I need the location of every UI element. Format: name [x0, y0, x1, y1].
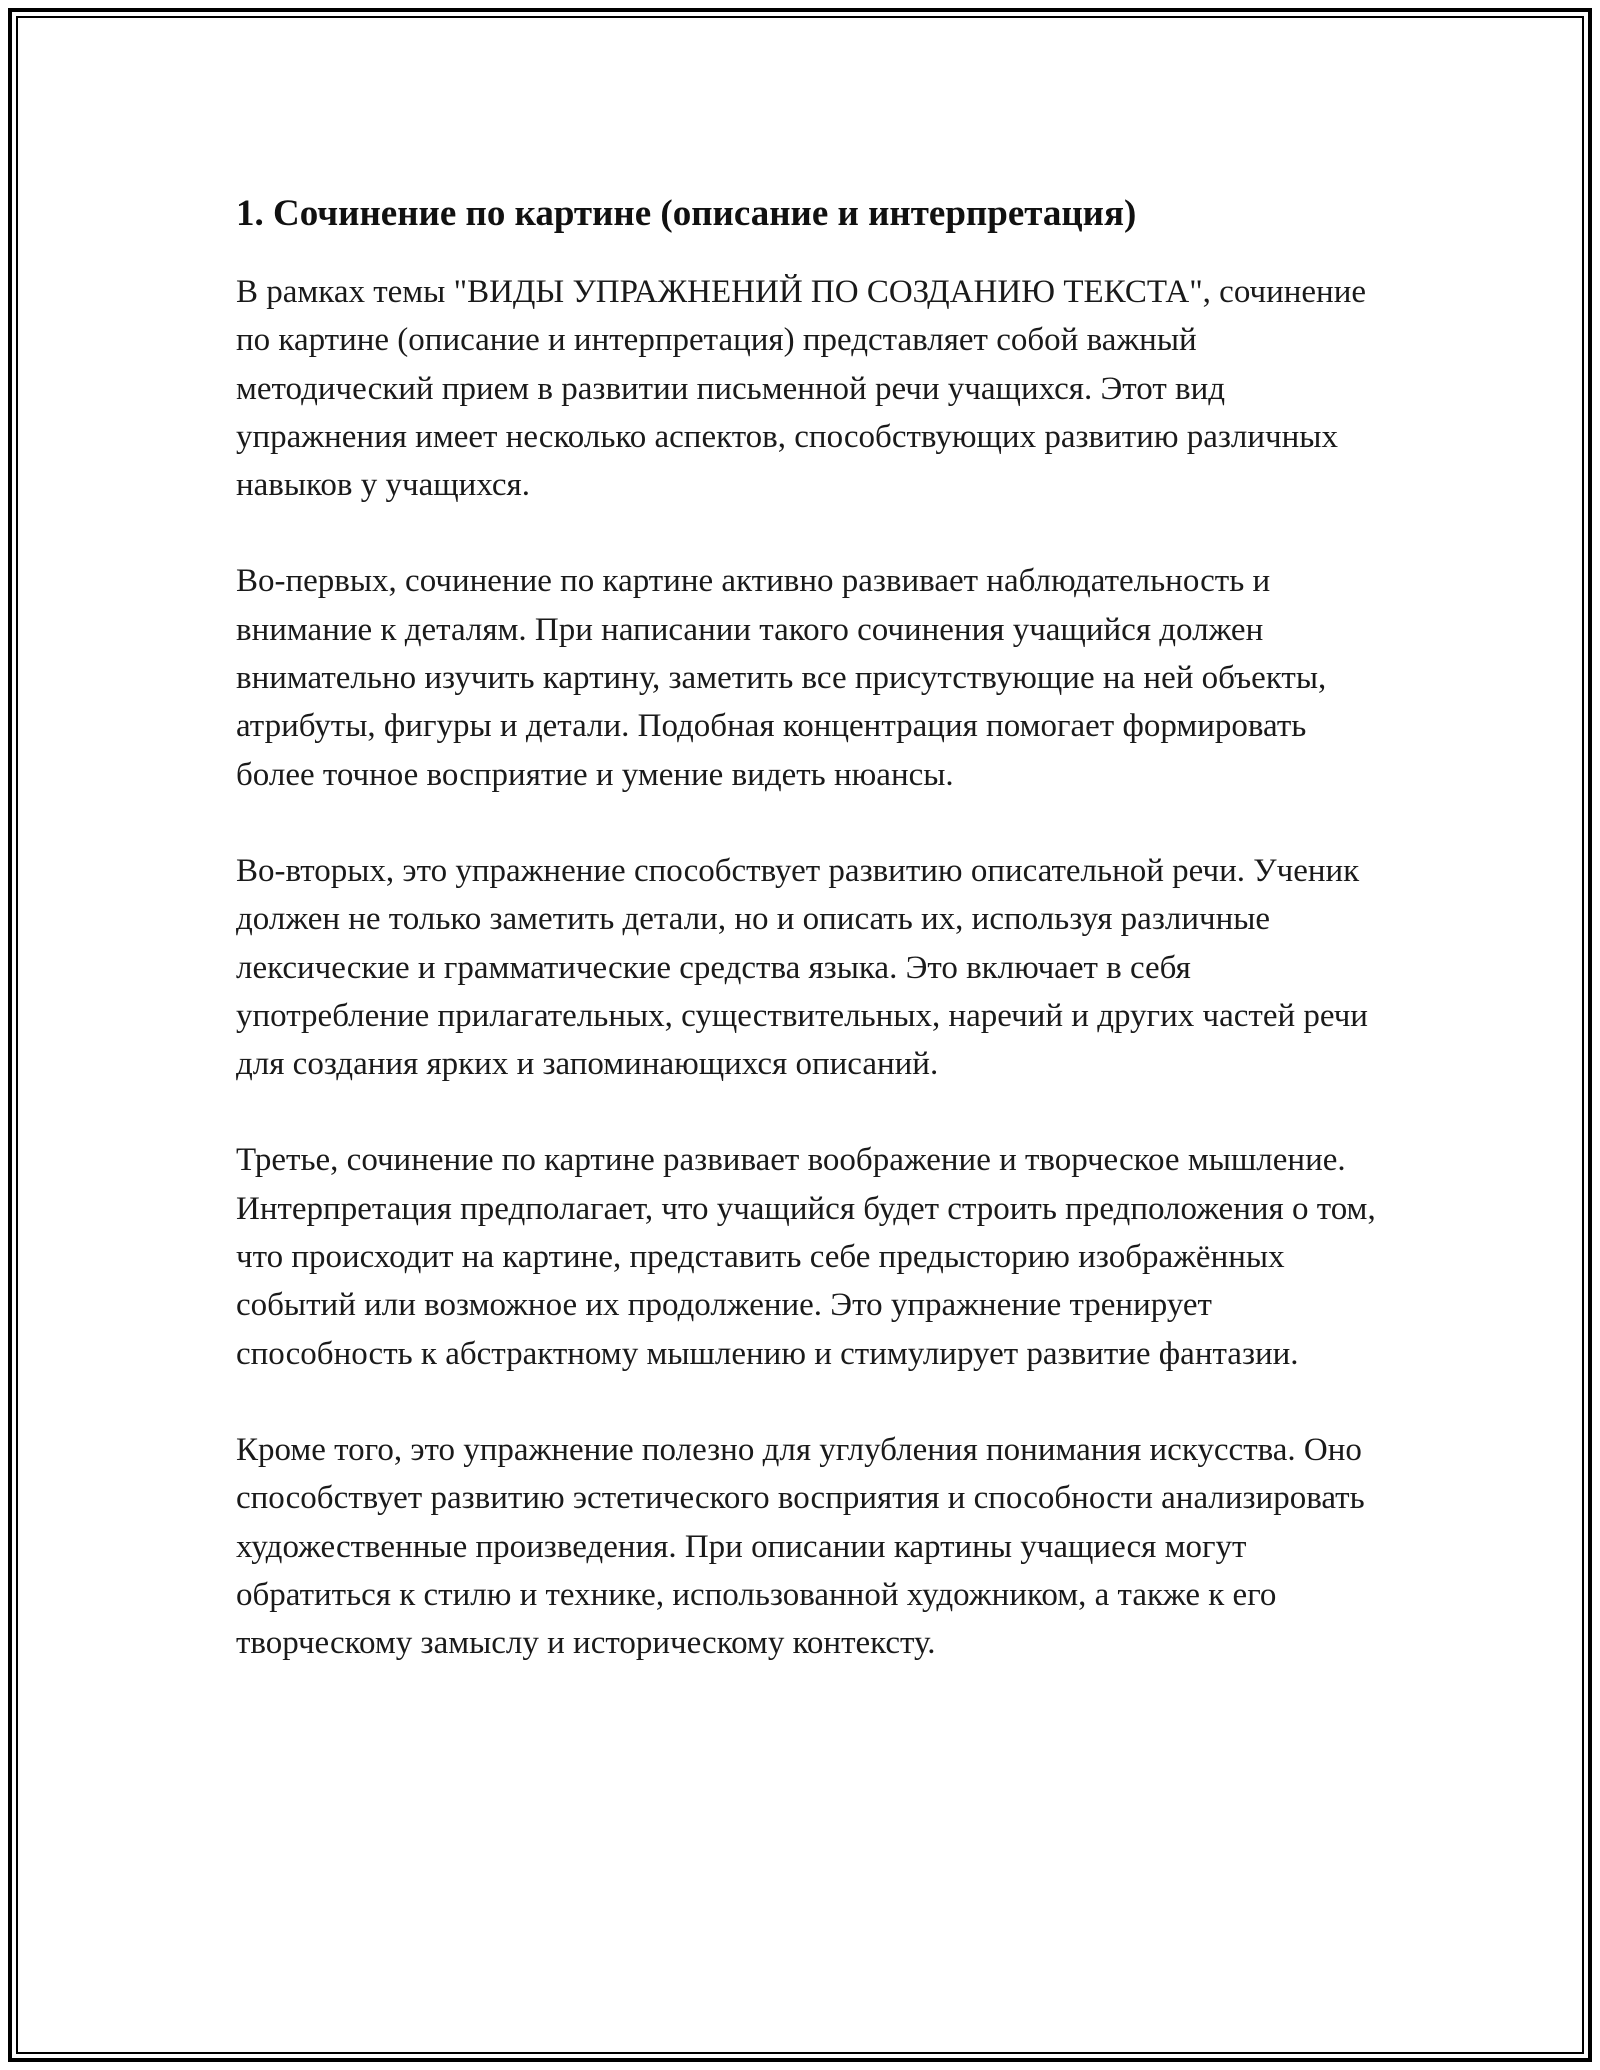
paragraph-descriptive-speech: Во-вторых, это упражнение способствует развитию описательной речи. Ученик должен не только заметить детали, но и описать их, используя различные лексические и грамматические средства языка. Это включает в себя употребление прилагательных, существительных, наречий и других частей речи для создания ярких и запоминающихся описаний.: [236, 852, 1368, 1083]
paragraph-art-understanding: Кроме того, это упражнение полезно для углубления понимания искусства. Оно способствует развитию эстетического восприятия и способности анализировать художественные произведения. При описании картины учащиеся могут обратиться к стилю и технике, использованной художником, а также к его творческому замыслу и историческому контексту.: [236, 1431, 1365, 1662]
section-heading: 1. Сочинение по картине (описание и интерпретация): [236, 193, 1137, 234]
paragraph-observation: Во-первых, сочинение по картине активно развивает наблюдательность и внимание к деталям. При написании такого сочинения учащийся должен внимательно изучить картину, заметить все присутствующие на ней объекты, атрибуты, фигуры и детали. Подобная концентрация помогает формировать более точное восприятие и умение видеть нюансы.: [236, 563, 1327, 793]
document-body: [236, 186, 1386, 1667]
paragraph-intro: В рамках темы "ВИДЫ УПРАЖНЕНИЙ ПО СОЗДАНИЮ ТЕКСТА", сочинение по картине (описание и интерпретация) представляет собой важный методический прием в развитии письменной речи учащихся. Этот вид упражнения имеет несколько аспектов, способствующих развитию различных навыков у учащихся.: [236, 274, 1367, 504]
paragraph-imagination: Третье, сочинение по картине развивает воображение и творческое мышление. Интерпретация предполагает, что учащийся будет строить предположения о том, что происходит на картине, представить себе предысторию изображённых событий или возможное их продолжение. Это упражнение тренирует способность к абстрактному мышлению и стимулирует развитие фантазии.: [236, 1142, 1376, 1372]
